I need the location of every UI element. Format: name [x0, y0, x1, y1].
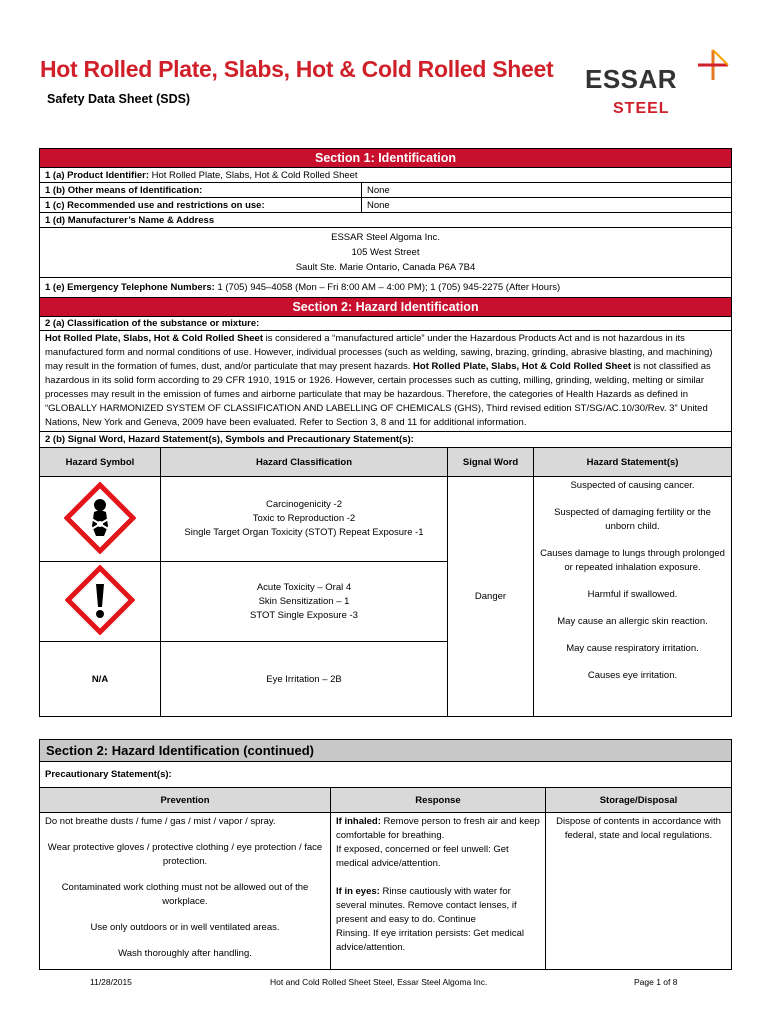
- col-hazard-statements: Hazard Statement(s): [534, 448, 732, 477]
- classification-group-2: Acute Toxicity – Oral 4 Skin Sensitization – 1 STOT Single Exposure -3: [161, 562, 448, 642]
- section2-table: [39, 297, 732, 717]
- document-subtitle: Safety Data Sheet (SDS): [47, 92, 191, 106]
- recommended-use-value: None: [362, 198, 732, 213]
- signal-word-label: 2 (b) Signal Word, Hazard Statement(s), Symbols and Precautionary Statement(s):: [40, 432, 732, 448]
- classification-paragraph: Hot Rolled Plate, Slabs, Hot & Cold Rolled Sheet is considered a “manufactured article” under the Hazardous Products Act and is not hazardous in its manufactured form and normal conditions of use. However, individual processes (such as welding, sawing, brazing, grinding, abrasive blasting, and machining) may result in the formation of fumes, dust, and/or particulate that may present hazards. Hot Rolled Plate, Slabs, Hot & Cold Rolled Sheet is not classified as hazardous in its solid form according to 29 CFR 1910, 1915 or 1926. However, certain processes such as cutting, milling, grinding, welding, melting or similar processes may result in the emission of fumes and airborne particulate that may be hazardous. Therefore, the categories of Health Hazards as defined in “GLOBALLY HARMONIZED SYSTEM OF CLASSIFICATION AND LABELLING OF CHEMICALS (GHS), Third revised edition ST/SG/AC.10/30/Rev. 3” United Nations, New York and Geneva, 2009 have been evaluated. Refer to Section 3, 8 and 11 for additional information.: [40, 331, 732, 432]
- product-identifier-row: 1 (a) Product Identifier: Hot Rolled Plate, Slabs, Hot & Cold Rolled Sheet: [40, 168, 732, 183]
- footer-doc: Hot and Cold Rolled Sheet Steel, Essar Steel Algoma Inc.: [270, 977, 488, 987]
- logo-word: ESSAR: [585, 64, 678, 94]
- exclamation-mark-icon: [65, 565, 135, 635]
- col-signal-word: Signal Word: [448, 448, 534, 477]
- exclamation-hazard-symbol: [40, 562, 161, 642]
- classification-group-1: Carcinogenicity -2 Toxic to Reproduction -2 Single Target Organ Toxicity (STOT) Repeat Exposure -1: [161, 477, 448, 562]
- col-hazard-classification: Hazard Classification: [161, 448, 448, 477]
- section2-continued-table: [39, 739, 732, 970]
- section1-title: Section 1: Identification: [40, 149, 732, 168]
- col-prevention: Prevention: [40, 788, 331, 813]
- storage-cell: Dispose of contents in accordance with federal, state and local regulations.: [546, 813, 732, 970]
- section2-continued-title: Section 2: Hazard Identification (continued): [40, 740, 732, 762]
- logo-sub: STEEL: [613, 100, 670, 117]
- classification-group-3: Eye Irritation – 2B: [161, 642, 448, 717]
- health-hazard-icon: [64, 482, 136, 554]
- manufacturer-label: 1 (d) Manufacturer’s Name & Address: [40, 213, 732, 228]
- section1-table: [39, 148, 732, 298]
- document-title: Hot Rolled Plate, Slabs, Hot & Cold Rolled Sheet: [40, 56, 554, 82]
- section2-title: Section 2: Hazard Identification: [40, 298, 732, 317]
- col-response: Response: [331, 788, 546, 813]
- hazard-statements: Suspected of causing cancer. Suspected of damaging fertility or the unborn child. Causes damage to lungs through prolonged or repeated inhalation exposure. Harmful if swallowed. May cause an allergic skin reaction. May cause respiratory irritation. Causes eye irritation.: [534, 477, 732, 717]
- star-mark-icon: [695, 48, 731, 82]
- essar-steel-logo: [585, 48, 735, 120]
- health-hazard-symbol: [40, 477, 161, 562]
- other-means-label: 1 (b) Other means of Identification:: [40, 183, 362, 198]
- col-storage-disposal: Storage/Disposal: [546, 788, 732, 813]
- footer-page: Page 1 of 8: [634, 977, 678, 987]
- col-hazard-symbol: Hazard Symbol: [40, 448, 161, 477]
- footer-date: 11/28/2015: [90, 977, 132, 987]
- no-symbol: N/A: [40, 642, 161, 717]
- precautionary-label: Precautionary Statement(s):: [40, 762, 732, 788]
- prevention-cell: Do not breathe dusts / fume / gas / mist / vapor / spray. Wear protective gloves / protective clothing / eye protection / face protection. Contaminated work clothing must not be allowed out of the workplace. Use only outdoors or in well ventilated areas. Wash thoroughly after handling.: [40, 813, 331, 970]
- emergency-phone-row: 1 (e) Emergency Telephone Numbers: 1 (705) 945–4058 (Mon – Fri 8:00 AM – 4:00 PM); 1 (705) 945-2275 (After Hours): [40, 278, 732, 298]
- signal-word-value: Danger: [448, 477, 534, 717]
- response-cell: If inhaled: Remove person to fresh air and keep comfortable for breathing. If exposed, concerned or feel unwell: Get medical advice/attention. If in eyes: Rinse cautiously with water for several minutes. Remove contact lenses, if present and easy to do. Continue Rinsing. If eye irritation persists: Get medical advice/attention.: [331, 813, 546, 970]
- manufacturer-address: ESSAR Steel Algoma Inc. 105 West Street Sault Ste. Marie Ontario, Canada P6A 7B4: [40, 228, 732, 278]
- recommended-use-label: 1 (c) Recommended use and restrictions on use:: [40, 198, 362, 213]
- classification-label: 2 (a) Classification of the substance or mixture:: [40, 317, 732, 331]
- other-means-value: None: [362, 183, 732, 198]
